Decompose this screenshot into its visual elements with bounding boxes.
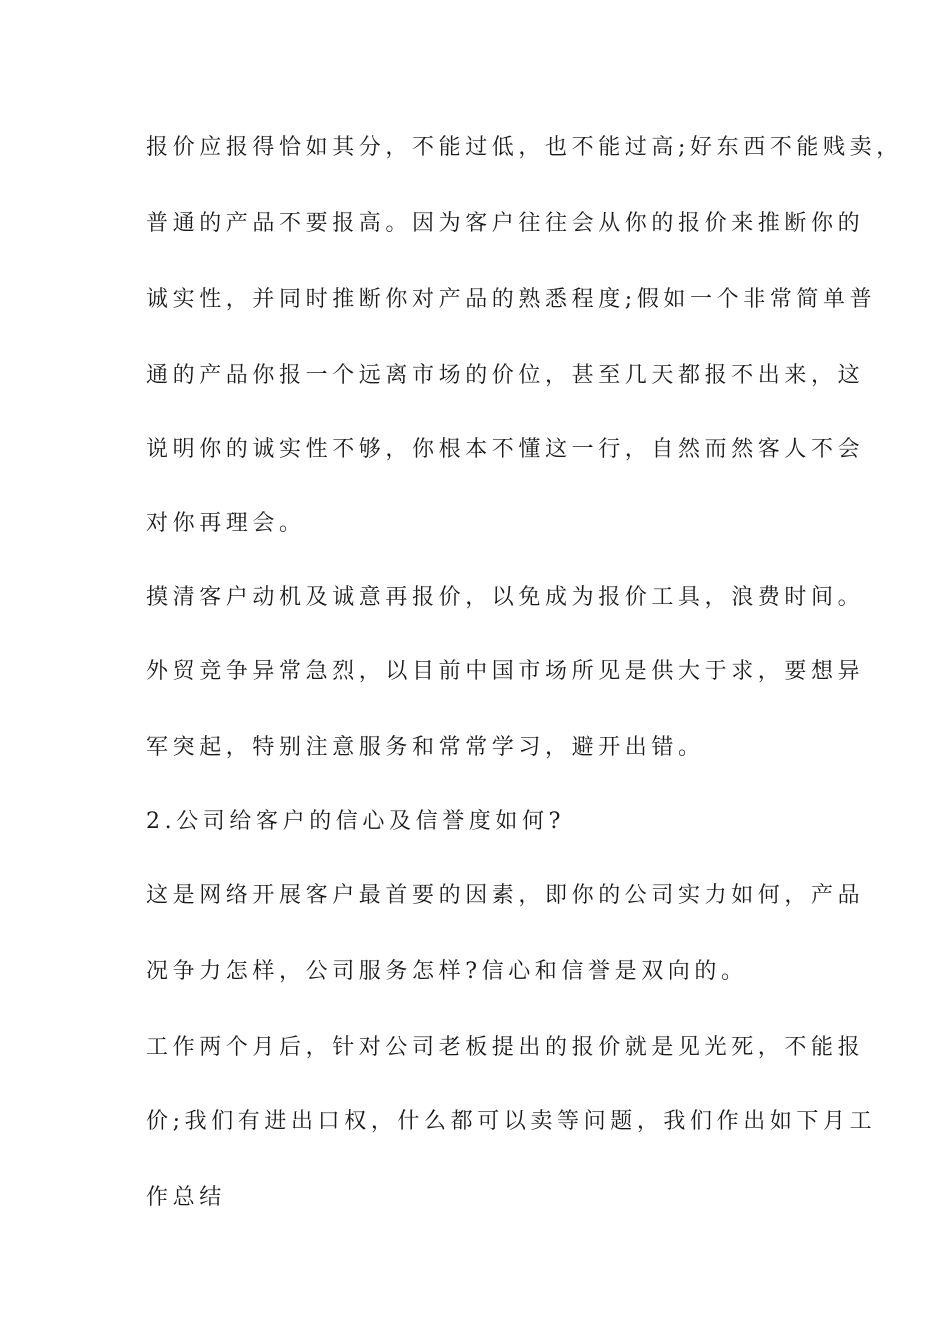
text-line-7: 摸清客户动机及诚意再报价，以免成为报价工具，浪费时间。 xyxy=(146,585,865,610)
text-line-2: 普通的产品不要报高。因为客户往往会从你的报价来推断你的 xyxy=(146,211,865,236)
text-line-5: 说明你的诚实性不够，你根本不懂这一行，自然而然客人不会 xyxy=(146,437,865,462)
text-line-13: 工作两个月后，针对公司老板提出的报价就是见光死，不能报 xyxy=(146,1035,865,1060)
text-line-11: 这是网络开展客户最首要的因素，即你的公司实力如何，产品 xyxy=(146,883,865,908)
text-line-9: 军突起，特别注意服务和常常学习，避开出错。 xyxy=(146,735,705,760)
text-line-4: 通的产品你报一个远离市场的价位，甚至几天都报不出来，这 xyxy=(146,363,865,388)
text-line-8: 外贸竞争异常急烈，以目前中国市场所见是供大于求，要想异 xyxy=(146,659,865,684)
text-line-1: 报价应报得恰如其分，不能过低，也不能过高;好东西不能贱卖， xyxy=(146,135,903,160)
text-line-14: 价;我们有进出口权，什么都可以卖等问题，我们作出如下月工 xyxy=(146,1109,877,1134)
text-line-10: 2.公司给客户的信心及信誉度如何? xyxy=(146,809,565,834)
text-line-12: 况争力怎样，公司服务怎样?信心和信誉是双向的。 xyxy=(146,959,748,984)
text-line-6: 对你再理会。 xyxy=(146,511,306,536)
text-line-3: 诚实性，并同时推断你对产品的熟悉程度;假如一个非常简单普 xyxy=(146,287,877,312)
text-line-15: 作总结 xyxy=(146,1185,226,1210)
